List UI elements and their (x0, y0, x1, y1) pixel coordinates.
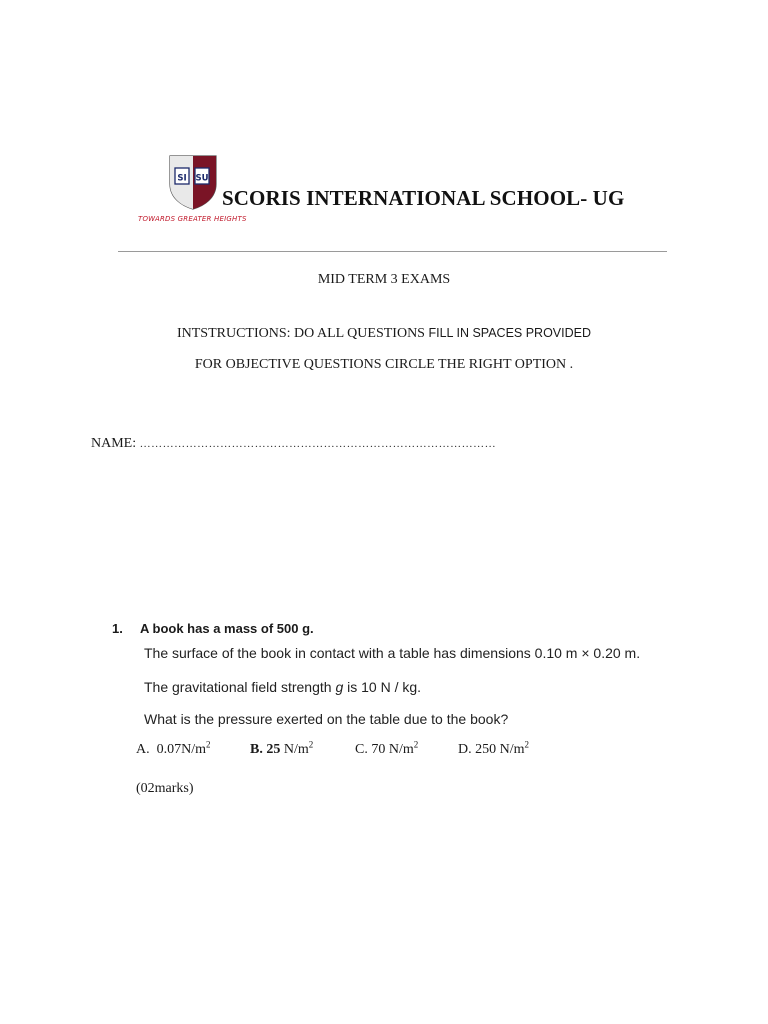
logo-letters-left: SI (177, 173, 187, 184)
question-line-2-variable: g (335, 679, 344, 695)
option-d-value: 250 N/m (475, 742, 525, 757)
option-b-bold-value: 25 (266, 742, 281, 757)
question-line-1: The surface of the book in contact with a table has dimensions 0.10 m × 0.20 m. (144, 645, 641, 661)
option-b-unit: N/m (283, 742, 309, 757)
question-number: 1. (112, 621, 123, 636)
option-b[interactable] (250, 739, 314, 758)
option-d-exponent: 2 (524, 739, 530, 750)
option-c-exponent: 2 (413, 739, 419, 750)
question-line-3: What is the pressure exerted on the table due to the book? (144, 711, 509, 727)
logo-letters-right: SU (195, 173, 209, 184)
option-b-letter: B. (250, 742, 263, 757)
school-motto: TOWARDS GREATER HEIGHTS (138, 215, 247, 223)
question-marks: (02marks) (136, 781, 194, 796)
option-a-letter: A. (136, 742, 150, 757)
name-blank-line[interactable]: ………………………………………………………………………………… (139, 438, 497, 450)
question-line-2-suffix: is 10 N / kg. (347, 679, 422, 695)
option-d[interactable] (458, 739, 530, 758)
objective-note: FOR OBJECTIVE QUESTIONS CIRCLE THE RIGHT OPTION . (194, 357, 574, 372)
school-name: SCORIS INTERNATIONAL SCHOOL- UG (222, 186, 625, 210)
option-a[interactable] (136, 739, 211, 758)
option-b-exponent: 2 (308, 739, 314, 750)
option-c-letter: C. (355, 742, 368, 757)
instructions (0, 326, 768, 342)
option-d-letter: D. (458, 742, 472, 757)
option-c[interactable] (355, 739, 419, 758)
school-logo (168, 154, 218, 210)
name-label: NAME: (91, 436, 137, 451)
option-a-exponent: 2 (206, 739, 211, 750)
question-heading: A book has a mass of 500 g. (140, 621, 314, 636)
shield-icon (168, 154, 218, 210)
question-line-2 (144, 679, 421, 695)
name-field[interactable] (91, 436, 496, 452)
instructions-suffix: FILL IN SPACES PROVIDED (428, 326, 592, 340)
header-divider (118, 251, 667, 252)
question-line-2-prefix: The gravitational field strength (144, 679, 332, 695)
option-c-value: 70 N/m (371, 742, 414, 757)
instructions-prefix: INTSTRUCTIONS: DO ALL QUESTIONS (176, 326, 425, 341)
option-a-value: 0.07N/m (156, 742, 207, 757)
exam-title: MID TERM 3 EXAMS (317, 272, 451, 287)
